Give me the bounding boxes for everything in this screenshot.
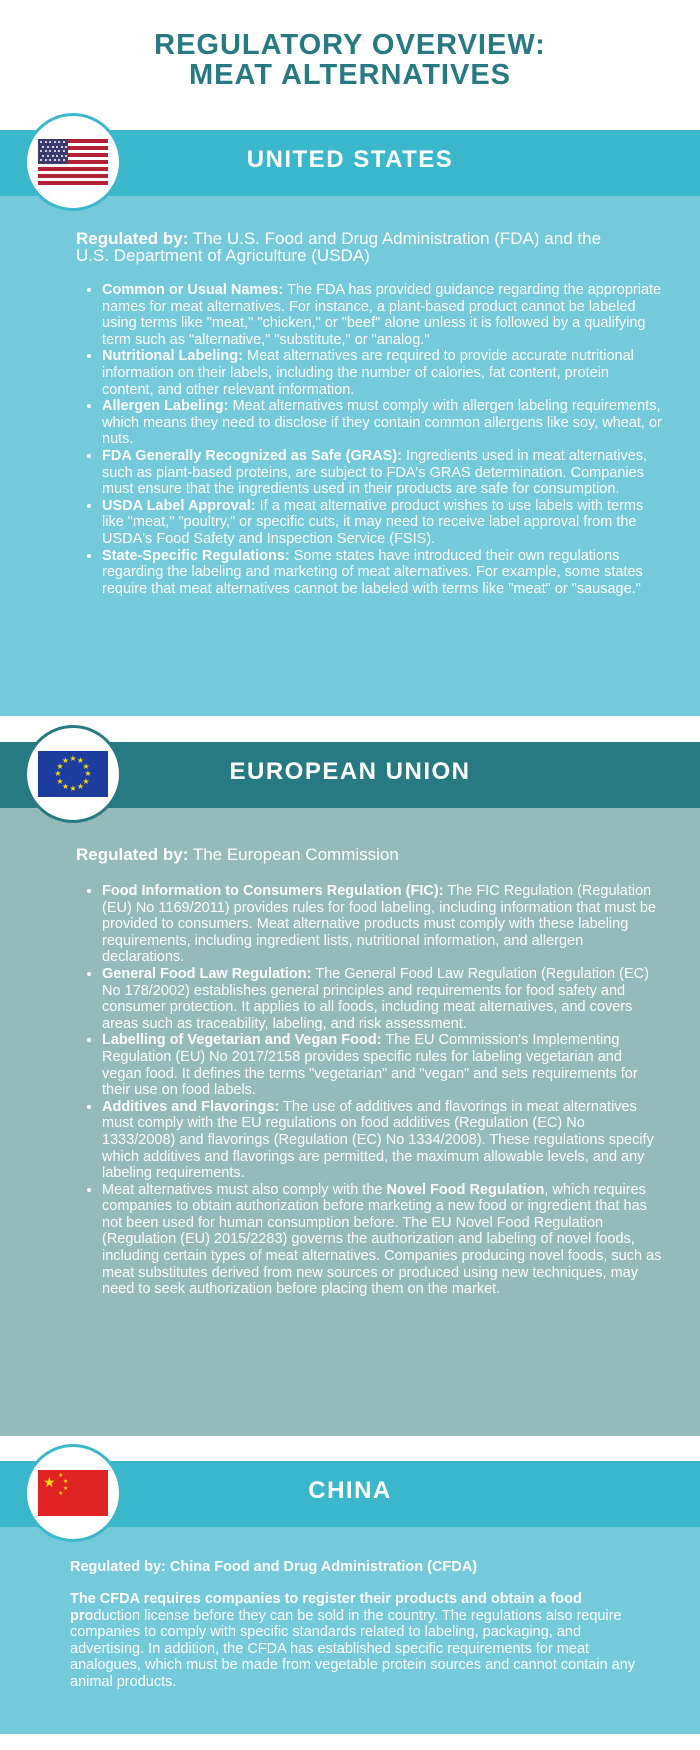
eu-rule-label: Additives and Flavorings:: [102, 1098, 280, 1115]
us-rule-label: Common or Usual Names:: [102, 282, 284, 298]
us-heading: UNITED STATES: [246, 146, 454, 173]
eu-novel-bold: Novel Food Regulation: [386, 1181, 545, 1198]
eu-flag-star: ★: [56, 776, 64, 786]
eu-flag-star: ★: [82, 776, 90, 786]
eu-novel-after: , which requires companies to obtain authorization before marketing a new food or ingredient that has not been used for human consumption before. The EU Novel Food Regulation (Regulation (EU) 2015/2283) governs the authorization and labeling of novel foods, including certain types of meat alternatives. Companies producing novel foods, such as meat substitutes derived from new sources or produced using new techniques, may need to seek authorization before placing them on the market.: [102, 1181, 662, 1298]
china-flag-star: ★: [58, 1473, 64, 1479]
china-paragraph-rest: duction license before they can be sold in the country. The regulations also require companies to comply with specific standards related to labeling, packaging, and advertising. In addition, the CFDA has established specific requirements for meat analogues, which must be made from vegetable protein sources and cannot contain any animal products.: [70, 1607, 636, 1690]
eu-rule-text: The use of additives and flavorings in meat alternatives must comply with the EU regulations on food additives (Regulation (EC) No 1333/2008) and flavorings (Regulation (EC) No 1334/2008). These regulations specify which additives and flavorings are permitted, the maximum allowable levels, and any labeling requirements.: [102, 1098, 654, 1182]
eu-novel-before: Meat alternatives must also comply with the: [102, 1181, 383, 1198]
eu-regulated-label: Regulated by:: [76, 845, 189, 864]
eu-flag-star: ★: [84, 769, 92, 778]
eu-rule-item: [102, 883, 662, 966]
eu-rule-item: [102, 1032, 662, 1098]
eu-flag-badge: [24, 725, 122, 823]
china-heading: CHINA: [308, 1477, 392, 1504]
eu-rule-item: [102, 1099, 662, 1182]
eu-flag-star: ★: [69, 754, 77, 763]
eu-flag-star: ★: [76, 756, 85, 765]
us-flag-badge: [24, 113, 122, 211]
us-flag-icon: [38, 139, 108, 185]
us-rule-item: [102, 282, 662, 348]
eu-heading: EUROPEAN UNION: [229, 758, 471, 785]
eu-panel: [0, 808, 700, 1436]
china-paragraph: [70, 1591, 636, 1691]
china-flag-star: ★: [63, 1486, 69, 1492]
china-flag-icon: [38, 1470, 108, 1516]
china-section: [0, 1461, 700, 1734]
china-flag-badge: [24, 1444, 122, 1542]
eu-flag-star: ★: [54, 769, 62, 778]
us-regulated-text: The U.S. Food and Drug Administration (FDA) and the U.S. Department of Agriculture (USDA): [76, 229, 602, 265]
us-rule-text: Meat alternatives must comply with allergen labeling requirements, which means they need to disclose if they contain common allergens like soy, wheat, or nuts.: [102, 398, 662, 448]
us-rule-text: Some states have introduced their own regulations regarding the labeling and marketing of meat alternatives. For example, some states require that meat alternatives cannot be labeled with terms like "meat" or "sausage.": [102, 547, 643, 597]
eu-regulated-by: [76, 846, 636, 863]
us-rule-text: Ingredients used in meat alternatives, such as plant-based proteins, are subject to FDA's GRAS determination. Companies must ensure that the ingredients used in their products are safe for consumption.: [102, 447, 648, 498]
us-rule-item: [102, 398, 662, 448]
eu-rule-label: General Food Law Regulation:: [102, 965, 312, 982]
eu-regulated-text: The European Commission: [192, 845, 399, 864]
eu-rule-text: The EU Commission's Implementing Regulation (EU) No 2017/2158 provides specific rules for labeling vegetarian and vegan food. It defines the terms "vegetarian" and "vegan" and sets requirements for their use on food labels.: [102, 1032, 638, 1099]
eu-rule-label: Food Information to Consumers Regulation (FIC):: [102, 883, 444, 899]
china-panel: [0, 1527, 700, 1734]
eu-rule-item-novel-food: [102, 1182, 662, 1298]
china-flag-star: ★: [58, 1491, 64, 1497]
us-rule-text: If a meat alternative product wishes to use labels with terms like "meat," "poultry," or specific cuts, it may need to receive label approval from the USDA's Food Safety and Inspection Service (FSIS).: [102, 497, 644, 547]
eu-flag-star: ★: [61, 781, 70, 791]
us-rule-label: USDA Label Approval:: [102, 497, 256, 514]
eu-flag-star: ★: [69, 784, 77, 793]
eu-rule-text: The General Food Law Regulation (Regulation (EC) No 178/2002) establishes general principles and requirements for food safety and consumer protection. It applies to all foods, including meat alternatives, and covers areas such as traceability, labeling, and risk assessment.: [102, 965, 649, 1032]
eu-section: [0, 742, 700, 1436]
us-rule-text: Meat alternatives are required to provide accurate nutritional information on their labels, including the number of calories, fat content, protein content, and other relevant information.: [102, 348, 634, 398]
us-panel: [0, 196, 700, 716]
page-title: [0, 30, 700, 90]
eu-rule-text: The FIC Regulation (Regulation (EU) No 1169/2011) provides rules for food labeling, including information that must be provided to consumers. Meat alternative products must comply with these labeling requirements, including ingredient lists, nutritional information, and allergen declarations.: [102, 883, 656, 966]
us-section: [0, 130, 700, 716]
us-rule-item: [102, 548, 662, 598]
us-regulated-by: [76, 230, 636, 264]
us-rule-label: Allergen Labeling:: [102, 398, 229, 415]
eu-flag-star: ★: [61, 756, 70, 765]
us-rule-label: Nutritional Labeling:: [102, 348, 243, 365]
page-title-line-1: REGULATORY OVERVIEW:: [154, 29, 546, 61]
us-rule-item: [102, 348, 662, 398]
us-rules-list: [76, 282, 662, 597]
eu-flag-star: ★: [56, 761, 64, 771]
page-title-line-2: MEAT ALTERNATIVES: [188, 59, 512, 91]
us-rule-item: [102, 498, 662, 548]
eu-flag-icon: [38, 751, 108, 797]
us-rule-label: State-Specific Regulations:: [102, 547, 290, 564]
eu-rules-list: [76, 883, 662, 1298]
eu-rule-item: [102, 966, 662, 1032]
china-flag-star: ★: [63, 1479, 69, 1485]
china-paragraph-bold: The CFDA requires companies to register their products and obtain a food pro: [70, 1591, 582, 1624]
eu-rule-label: Labelling of Vegetarian and Vegan Food:: [102, 1032, 382, 1049]
china-regulated-by: Regulated by: China Food and Drug Administration (CFDA): [70, 1559, 478, 1575]
eu-flag-star: ★: [76, 781, 85, 791]
us-flag-stripe: [38, 181, 108, 185]
us-rule-label: FDA Generally Recognized as Safe (GRAS):: [102, 447, 403, 464]
eu-flag-star: ★: [82, 761, 90, 771]
us-rule-item: [102, 448, 662, 498]
us-rule-text: The FDA has provided guidance regarding the appropriate names for meat alternatives. For instance, a plant-based product cannot be labeled using terms like "meat," "chicken," or "beef" alone unless it is followed by a qualifying term such as "alternative," "substitute," or "analog.": [102, 282, 662, 348]
china-flag-star: ★: [43, 1474, 56, 1490]
us-regulated-label: Regulated by:: [76, 229, 189, 248]
